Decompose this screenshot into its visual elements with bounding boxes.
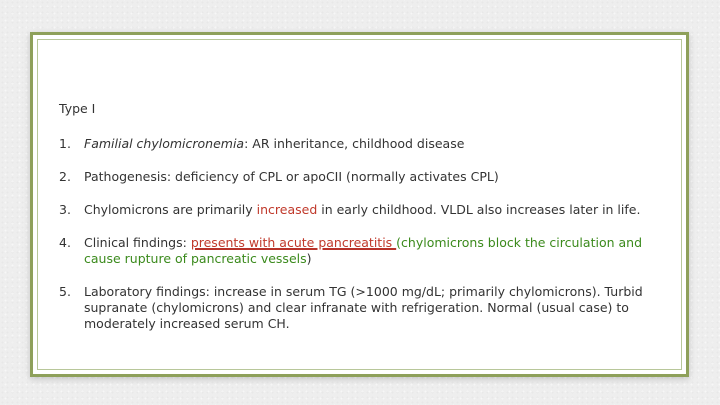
slide-content xyxy=(59,101,674,349)
slide-frame xyxy=(30,32,689,377)
list-item-4 xyxy=(59,235,674,267)
item-2-text: Pathogenesis: deficiency of CPL or apoCII (normally activates CPL) xyxy=(84,169,499,184)
list-item-2 xyxy=(59,169,674,185)
item-1-term: Familial chylomicronemia xyxy=(84,136,245,151)
list-item-1 xyxy=(59,136,674,152)
item-number-2: 2. xyxy=(59,169,71,184)
item-number-3: 3. xyxy=(59,202,71,217)
item-4-text-after: ) xyxy=(306,251,312,266)
item-4-underlined: presents with acute pancreatitis xyxy=(190,235,397,250)
item-3-highlight: increased xyxy=(256,202,318,217)
list-item-5 xyxy=(59,284,674,332)
item-4-text-before: Clinical findings: xyxy=(84,235,191,250)
list-item-3 xyxy=(59,202,674,218)
item-4-green: (chylomicrons block the circulation and cause rupture of pancreatic vessels xyxy=(84,235,643,266)
item-3-text-after: in early childhood. VLDL also increases later in life. xyxy=(317,202,641,217)
slide-title: Type I xyxy=(59,101,96,116)
item-number-5: 5. xyxy=(59,284,71,299)
item-5-text: Laboratory findings: increase in serum TG (>1000 mg/dL; primarily chylomicrons). Turbid supranate (chylomicrons) and clear infranate with refrigeration. Normal (usual case) to moderately increased serum CH. xyxy=(84,284,643,331)
item-number-1: 1. xyxy=(59,136,71,151)
item-1-text: : AR inheritance, childhood disease xyxy=(244,136,465,151)
item-3-text-before: Chylomicrons are primarily xyxy=(84,202,257,217)
item-number-4: 4. xyxy=(59,235,71,250)
